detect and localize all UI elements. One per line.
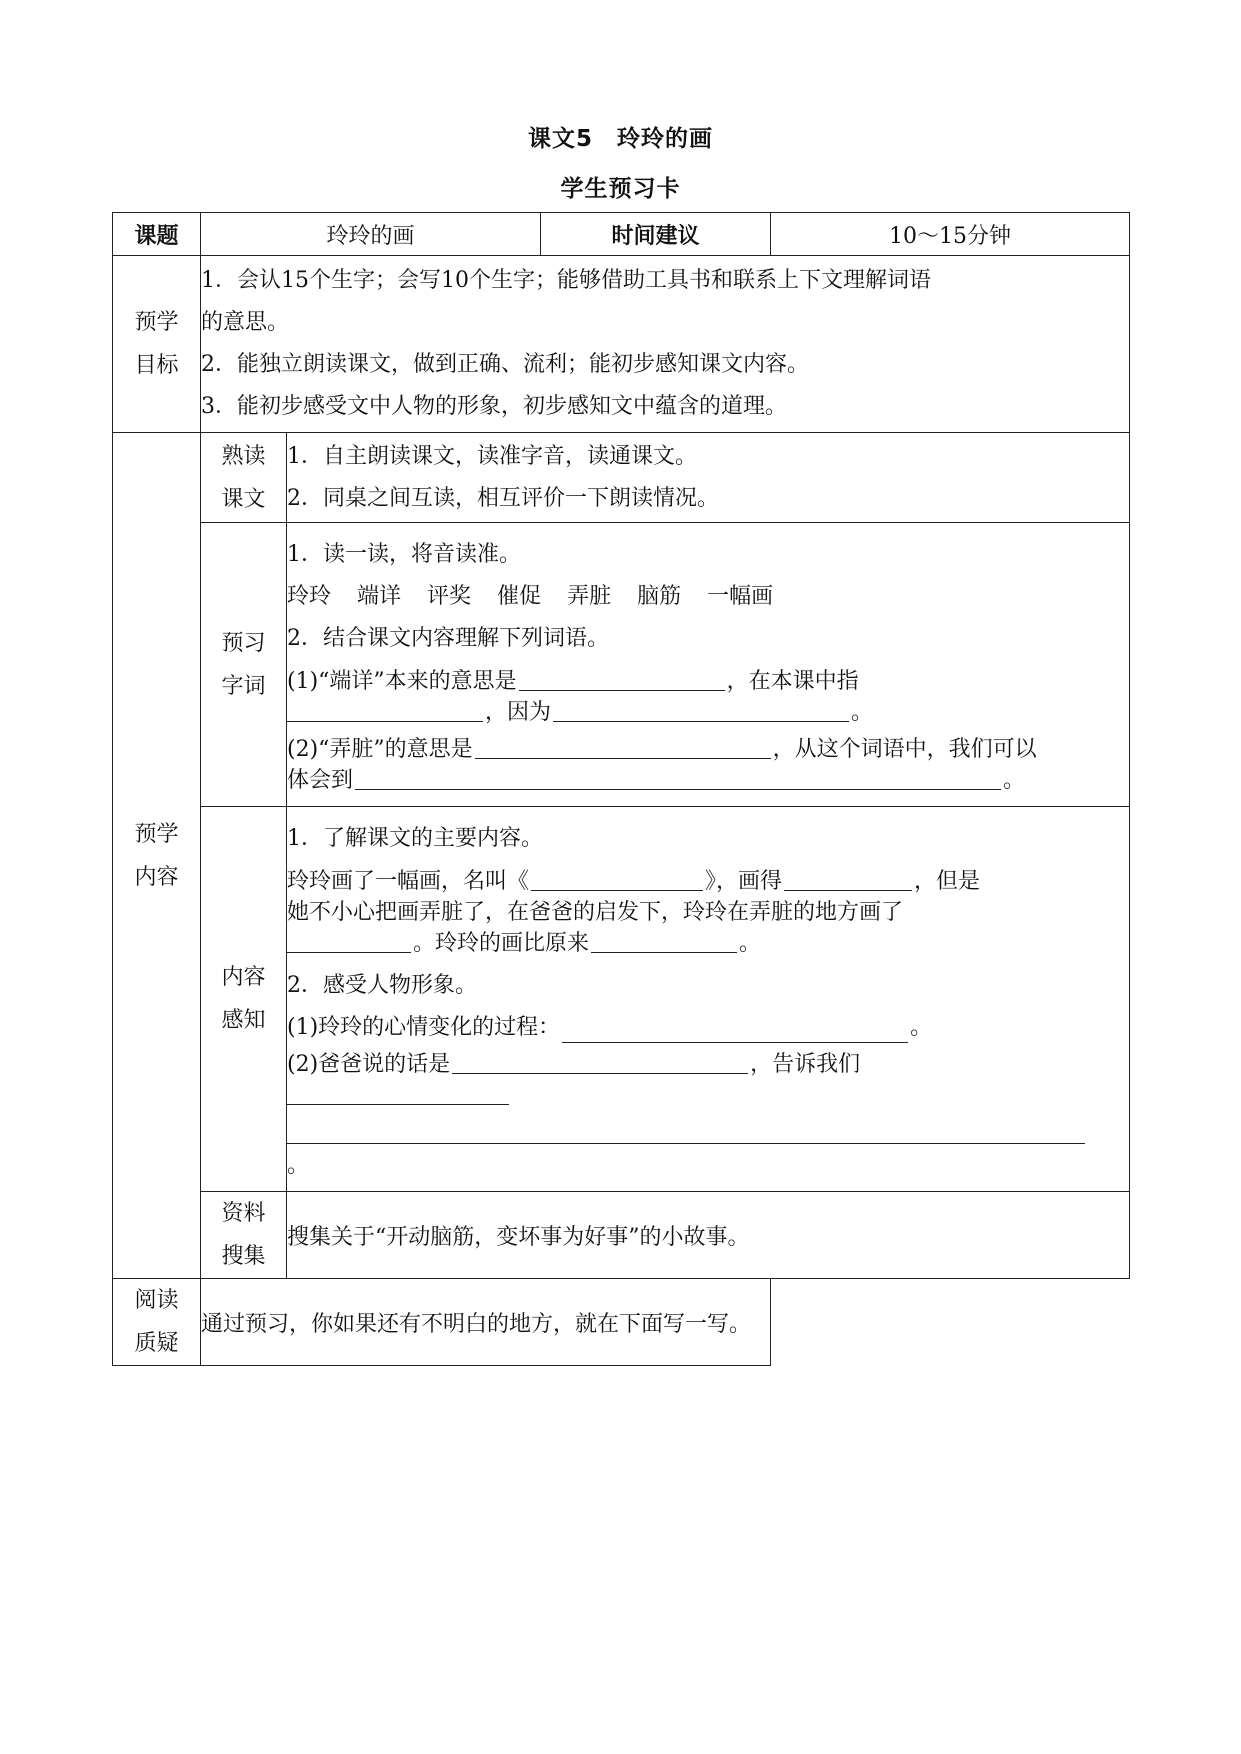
questions-label: 阅读 质疑 xyxy=(113,1279,201,1366)
word: 一幅画 xyxy=(707,583,774,609)
word: 催促 xyxy=(497,583,542,609)
answer-blank[interactable] xyxy=(452,1049,748,1074)
reading-row xyxy=(113,433,1130,523)
answer-blank[interactable] xyxy=(287,1119,1085,1144)
questions-row xyxy=(113,1279,1130,1366)
goal-item: 2．能独立朗读课文，做到正确、流利；能初步感知课文内容。 xyxy=(201,352,809,377)
materials-content: 搜集关于“开动脑筋，变坏事为好事”的小故事。 xyxy=(287,1192,1130,1279)
answer-blank[interactable] xyxy=(784,866,912,891)
page-title: 课文5 玲玲的画 xyxy=(527,126,713,152)
reading-label: 熟读 课文 xyxy=(201,433,287,523)
content-label: 预学 内容 xyxy=(113,433,201,1279)
answer-blank[interactable] xyxy=(553,697,849,722)
time-value: 10～15分钟 xyxy=(771,213,1130,256)
perception-content: 1．了解课文的主要内容。 玲玲画了一幅画，名叫《 》，画得 ，但是 她不小心把画弄脏了，在爸爸的启发下，玲玲在弄脏的地方画了 。玲玲的画比原来 。 2．感受人物形象。 (1)玲玲的心情变化的过程： 。 (2)爸爸说的话是 ，告诉我们 。 xyxy=(287,807,1130,1192)
word: 脑筋 xyxy=(637,583,682,609)
materials-row xyxy=(113,1192,1130,1279)
header-row xyxy=(113,213,1130,256)
questions-content: 通过预习，你如果还有不明白的地方，就在下面写一写。 xyxy=(201,1279,771,1366)
goals-content xyxy=(201,256,1130,433)
answer-blank[interactable] xyxy=(531,866,703,891)
vocab-row xyxy=(113,523,1130,807)
word: 评奖 xyxy=(427,583,472,609)
page-subtitle: 学生预习卡 xyxy=(560,176,681,202)
word-list xyxy=(287,576,1129,618)
goals-row xyxy=(113,256,1130,433)
word: 弄脏 xyxy=(567,583,612,609)
vocab-content: 1．读一读，将音读准。 玲玲 端详 评奖 催促 弄脏 脑筋 一幅画 2．结合课文内容理解下列词语。 (1)“端详”本来的意思是 ，在本课中指 ，因为 。 (2)“弄脏”的意思是 ，从这个词语中，我们可以 体会到 。 xyxy=(287,523,1130,807)
goal-item: 3．能初步感受文中人物的形象，初步感知文中蕴含的道理。 xyxy=(201,394,787,419)
word: 端详 xyxy=(357,583,402,609)
topic-label: 课题 xyxy=(113,213,201,256)
perception-label: 内容 感知 xyxy=(201,807,287,1192)
answer-blank[interactable] xyxy=(287,1080,509,1105)
goal-item: 1．会认15个生字；会写10个生字；能够借助工具书和联系上下文理解词语 xyxy=(201,268,931,293)
time-label: 时间建议 xyxy=(541,213,771,256)
answer-blank[interactable] xyxy=(475,734,771,759)
reading-content: 1．自主朗读课文，读准字音，读通课文。 2．同桌之间互读，相互评价一下朗读情况。 xyxy=(287,433,1130,523)
answer-blank[interactable] xyxy=(562,1018,908,1043)
topic-value: 玲玲的画 xyxy=(201,213,541,256)
word: 玲玲 xyxy=(287,583,332,609)
goals-label: 预学 目标 xyxy=(113,256,201,433)
answer-blank[interactable] xyxy=(287,928,411,953)
answer-blank[interactable] xyxy=(591,928,737,953)
answer-blank[interactable] xyxy=(519,666,725,691)
vocab-label: 预习 字词 xyxy=(201,523,287,807)
answer-blank[interactable] xyxy=(355,765,1001,790)
perception-row xyxy=(113,807,1130,1192)
answer-blank[interactable] xyxy=(287,697,483,722)
goal-item: 的意思。 xyxy=(201,310,290,335)
preview-card-table xyxy=(112,212,1130,1366)
materials-label: 资料 搜集 xyxy=(201,1192,287,1279)
